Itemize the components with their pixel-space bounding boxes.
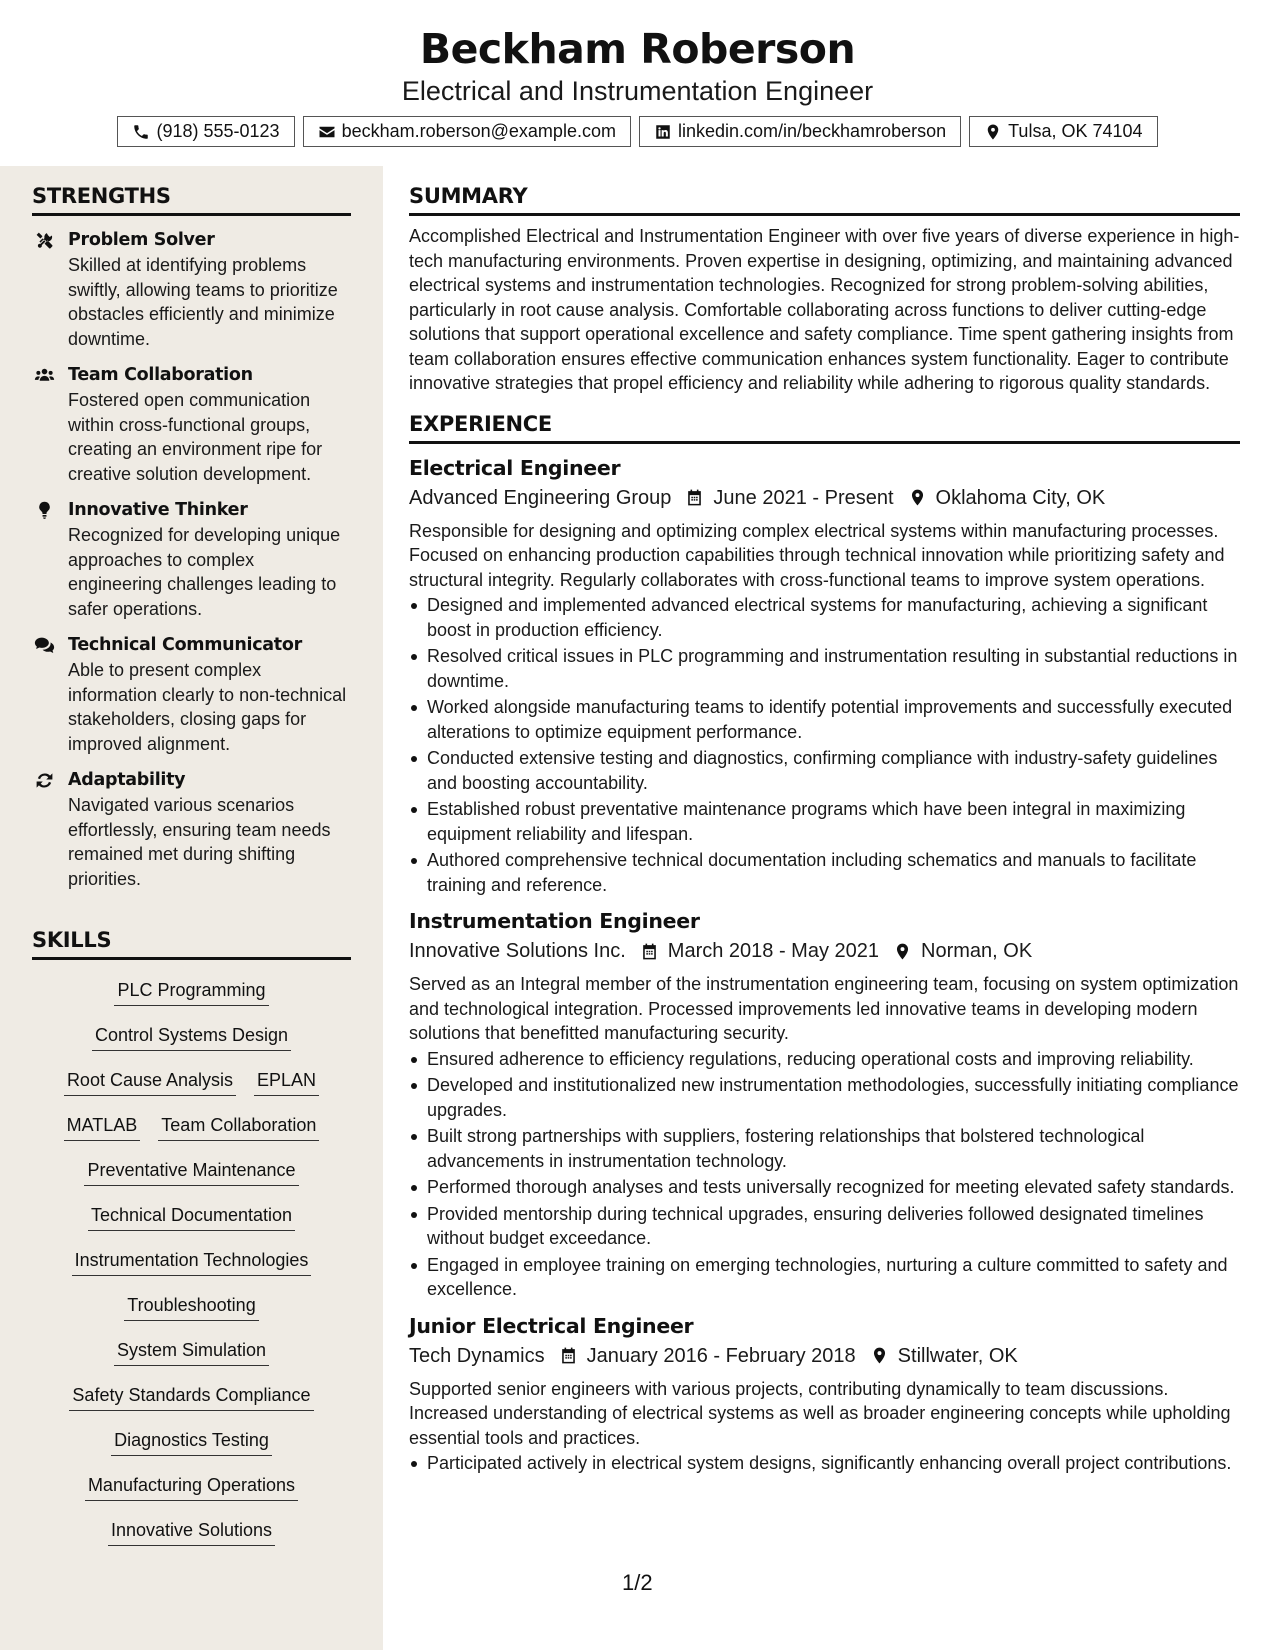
job-bullets xyxy=(409,1451,1240,1476)
sidebar xyxy=(0,166,383,1650)
strength-description: Navigated various scenarios effortlessly, ensuring team needs remained met during shifting priorities. xyxy=(68,795,331,889)
strength-item xyxy=(32,632,351,756)
skill-tag: Manufacturing Operations xyxy=(85,1474,298,1501)
map-marker-icon xyxy=(870,1346,889,1365)
skills-list xyxy=(32,966,351,1551)
contact-location[interactable] xyxy=(969,116,1157,147)
job-description: Served as an Integral member of the instrumentation engineering team, focusing on system optimization and technological integration. Processed improvements led innovative teams in developing modern solutions that benefitted manufacturing security. xyxy=(409,974,1239,1043)
bullet-item: Participated actively in electrical system designs, significantly enhancing overall project contributions. xyxy=(409,1451,1240,1476)
phone-text: (918) 555-0123 xyxy=(156,121,280,141)
skills-section xyxy=(32,928,351,1551)
summary-heading: SUMMARY xyxy=(409,184,1240,216)
job-location: Oklahoma City, OK xyxy=(935,486,1106,509)
job-description: Responsible for designing and optimizing complex electrical systems within manufacturing processes. Focused on enhancing production capabilities through technical innovation while prioritizing safety and structural integrity. Regularly collaborates with cross-functional teams to improve system operations. xyxy=(409,520,1225,590)
linkedin-text: linkedin.com/in/beckhamroberson xyxy=(677,121,947,141)
job-dates: January 2016 - February 2018 xyxy=(586,1344,856,1367)
job-meta xyxy=(409,1341,1240,1371)
strength-item xyxy=(32,497,351,621)
map-marker-icon xyxy=(908,488,927,507)
job-title: Instrumentation Engineer xyxy=(409,909,700,933)
bullet-item: Designed and implemented advanced electrical systems for manufacturing, achieving a significant boost in production efficiency. xyxy=(409,593,1240,642)
envelope-icon xyxy=(318,123,336,141)
skill-tag: MATLAB xyxy=(64,1114,141,1141)
strengths-section xyxy=(32,184,351,891)
contact-linkedin[interactable] xyxy=(639,116,961,147)
tools-icon xyxy=(34,230,55,251)
strength-description: Fostered open communication within cross-functional groups, creating an environment ripe for creative solution development. xyxy=(68,390,323,484)
job-location: Norman, OK xyxy=(921,940,1033,962)
job-bullets xyxy=(409,1047,1240,1302)
job-company: Innovative Solutions Inc. xyxy=(409,940,626,962)
skill-tag: Preventative Maintenance xyxy=(84,1159,298,1186)
job-company: Advanced Engineering Group xyxy=(409,486,672,509)
job-location: Stillwater, OK xyxy=(897,1344,1018,1367)
skill-tag: Root Cause Analysis xyxy=(64,1069,236,1096)
job-title: Electrical Engineer xyxy=(409,455,621,480)
skill-tag: Control Systems Design xyxy=(92,1024,291,1051)
bullet-item: Worked alongside manufacturing teams to identify potential improvements and successfully executed alterations to optimize equipment performance. xyxy=(409,695,1240,744)
page-number: 1/2 xyxy=(622,1570,653,1595)
job-meta xyxy=(409,483,1240,513)
skill-tag: Diagnostics Testing xyxy=(111,1429,272,1456)
strength-title: Innovative Thinker xyxy=(68,500,248,520)
candidate-name: Beckham Roberson xyxy=(419,25,856,73)
bullet-item: Resolved critical issues in PLC programming and instrumentation resulting in substantial reductions in downtime. xyxy=(409,644,1240,693)
skill-tag: Team Collaboration xyxy=(158,1114,319,1141)
contact-bar xyxy=(0,116,1275,147)
candidate-title: Electrical and Instrumentation Engineer xyxy=(401,76,874,106)
job-title: Junior Electrical Engineer xyxy=(409,1313,694,1338)
summary-section xyxy=(409,184,1240,396)
strength-title: Problem Solver xyxy=(68,230,215,250)
strength-title: Team Collaboration xyxy=(68,365,253,385)
strength-description: Recognized for developing unique approaches to complex engineering challenges leading to safer operations. xyxy=(68,525,341,619)
resume-header xyxy=(0,22,1275,147)
email-text: beckham.roberson@example.com xyxy=(341,121,616,141)
bullet-item: Established robust preventative maintenance programs which have been integral in maximizing equipment reliability and lifespan. xyxy=(409,797,1240,846)
strength-item xyxy=(32,767,351,891)
job-entry xyxy=(409,907,1240,1302)
skill-tag: Innovative Solutions xyxy=(108,1519,275,1546)
strength-item xyxy=(32,362,351,486)
contact-phone[interactable] xyxy=(117,116,294,147)
bullet-item: Performed thorough analyses and tests universally recognized for meeting elevated safety standards. xyxy=(409,1175,1240,1200)
skill-tag: Technical Documentation xyxy=(88,1204,295,1231)
job-description: Supported senior engineers with various projects, contributing dynamically to team discussions. Increased understanding of electrical systems as well as broader engineering concepts while upholding essential tools and practices. xyxy=(409,1378,1231,1448)
users-icon xyxy=(34,365,55,386)
skill-tag: PLC Programming xyxy=(114,979,268,1006)
job-dates: June 2021 - Present xyxy=(713,486,894,509)
bullet-item: Built strong partnerships with suppliers, fostering relationships that bolstered technological advancements in instrumentation technology. xyxy=(409,1124,1240,1173)
strength-description: Able to present complex information clearly to non-technical stakeholders, closing gaps for improved alignment. xyxy=(68,660,347,754)
skill-tag: System Simulation xyxy=(114,1339,269,1366)
location-text: Tulsa, OK 74104 xyxy=(1008,121,1143,141)
strength-item xyxy=(32,227,351,351)
comments-icon xyxy=(34,635,55,656)
bullet-item: Authored comprehensive technical documentation including schematics and manuals to facilitate training and reference. xyxy=(409,848,1240,897)
bullet-item: Engaged in employee training on emerging technologies, nurturing a culture committed to safety and excellence. xyxy=(409,1253,1240,1302)
summary-text: Accomplished Electrical and Instrumentation Engineer with over five years of diverse experience in high-tech manufacturing environments. Proven expertise in designing, optimizing, and maintaining advanced electrical systems and instrumentation technologies. Recognized for strong problem-solving abilities, particularly in root cause analysis. Comfortable collaborating across functions to deliver cutting-edge solutions that support operational excellence and safety compliance. Time spent gathering insights from team collaboration ensures effective communication enhances system functionality. Eager to contribute innovative strategies that propel efficiency and reliability while adhering to rigorous quality standards. xyxy=(409,226,1240,393)
bullet-item: Ensured adherence to efficiency regulations, reducing operational costs and improving reliability. xyxy=(409,1047,1240,1072)
job-company: Tech Dynamics xyxy=(409,1344,545,1367)
strength-description: Skilled at identifying problems swiftly, allowing teams to prioritize obstacles efficiently and minimize downtime. xyxy=(68,255,338,349)
skill-tag: Safety Standards Compliance xyxy=(69,1384,313,1411)
skill-tag: Troubleshooting xyxy=(124,1294,258,1321)
experience-heading: EXPERIENCE xyxy=(409,412,1240,444)
strength-title: Adaptability xyxy=(68,770,186,790)
sync-icon xyxy=(34,770,55,791)
linkedin-icon xyxy=(654,123,672,141)
calendar-icon xyxy=(685,488,704,507)
skill-tag: Instrumentation Technologies xyxy=(72,1249,312,1276)
map-marker-icon xyxy=(893,942,912,961)
calendar-icon xyxy=(559,1346,578,1365)
calendar-icon xyxy=(640,942,659,961)
skills-heading: SKILLS xyxy=(32,928,351,960)
job-entry xyxy=(409,454,1240,898)
lightbulb-icon xyxy=(34,500,55,521)
job-meta xyxy=(409,936,1240,966)
strength-title: Technical Communicator xyxy=(68,635,302,655)
contact-email[interactable] xyxy=(303,116,631,147)
main-content xyxy=(409,166,1240,1478)
job-dates: March 2018 - May 2021 xyxy=(667,940,880,962)
strengths-heading: STRENGTHS xyxy=(32,184,351,216)
phone-icon xyxy=(132,123,150,141)
bullet-item: Provided mentorship during technical upgrades, ensuring deliveries followed designated timelines without budget exceedance. xyxy=(409,1202,1240,1251)
skill-tag: EPLAN xyxy=(254,1069,319,1096)
job-bullets xyxy=(409,593,1240,897)
job-entry xyxy=(409,1312,1240,1476)
map-marker-icon xyxy=(984,123,1002,141)
experience-section xyxy=(409,412,1240,1476)
bullet-item: Developed and institutionalized new instrumentation methodologies, successfully initiating compliance upgrades. xyxy=(409,1073,1240,1122)
bullet-item: Conducted extensive testing and diagnostics, confirming compliance with industry-safety guidelines and boosting accountability. xyxy=(409,746,1240,795)
